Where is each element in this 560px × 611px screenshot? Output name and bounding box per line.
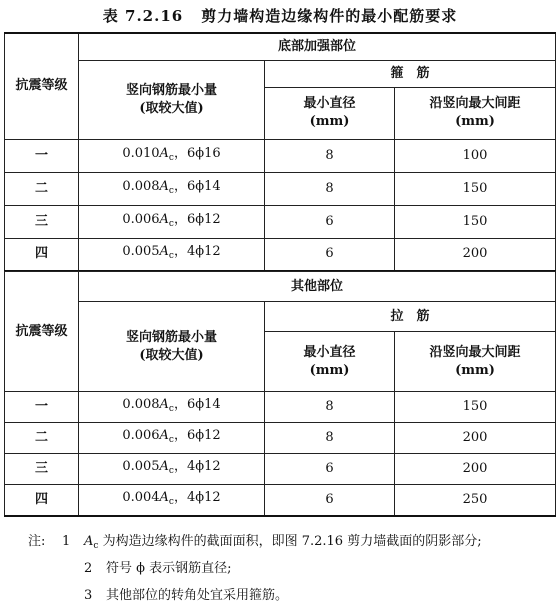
spacing-header-label: 沿竖向最大间距 bbox=[429, 344, 521, 360]
rebar-cell: $0.005A_c$，4ϕ12 bbox=[79, 238, 265, 271]
notes-label: 注: bbox=[28, 534, 46, 549]
dia-cell: 8 bbox=[265, 172, 395, 205]
table-row bbox=[5, 485, 556, 516]
tie-header: 拉 筋 bbox=[265, 302, 556, 332]
grade-cell: 三 bbox=[5, 454, 79, 485]
grade-cell: 三 bbox=[5, 205, 79, 238]
table-row bbox=[5, 172, 556, 205]
spacing-cell: 200 bbox=[395, 454, 556, 485]
bottom-table bbox=[4, 271, 556, 517]
rebar-cell: $0.005A_c$，4ϕ12 bbox=[79, 454, 265, 485]
spacing-cell: 100 bbox=[395, 139, 556, 172]
grade-cell: 一 bbox=[5, 139, 79, 172]
note-index: 3 bbox=[84, 588, 93, 603]
note-item bbox=[28, 555, 558, 582]
table-notes bbox=[28, 528, 558, 609]
dia-cell: 6 bbox=[265, 454, 395, 485]
rebar-header-line2: (取较大值) bbox=[139, 347, 204, 363]
dia-header-unit: (mm) bbox=[309, 114, 350, 129]
dia-cell: 6 bbox=[265, 205, 395, 238]
table-number: 表 7.2.16 bbox=[102, 7, 184, 25]
spacing-header-unit: (mm) bbox=[455, 362, 495, 378]
rebar-cell: $0.008A_c$，6ϕ14 bbox=[79, 172, 265, 205]
spacing-cell: 150 bbox=[395, 172, 556, 205]
rebar-cell: $0.004A_c$，4ϕ12 bbox=[79, 485, 265, 516]
grade-header: 抗震等级 bbox=[5, 272, 79, 392]
spacing-cell: 150 bbox=[395, 392, 556, 423]
spacing-cell: 250 bbox=[395, 485, 556, 516]
rebar-cell: $0.010A_c$，6ϕ16 bbox=[79, 139, 265, 172]
dia-cell: 6 bbox=[265, 485, 395, 516]
spacing-cell: 200 bbox=[395, 423, 556, 454]
rebar-header-line2: (取较大值) bbox=[139, 100, 204, 116]
dia-header bbox=[265, 332, 395, 392]
table-row bbox=[5, 205, 556, 238]
note-index: 1 bbox=[62, 534, 71, 549]
dia-header bbox=[265, 87, 395, 139]
spacing-cell: 150 bbox=[395, 205, 556, 238]
table-row bbox=[5, 423, 556, 454]
rebar-cell: $0.008A_c$，6ϕ14 bbox=[79, 392, 265, 423]
rebar-header-line1: 竖向钢筋最小量 bbox=[125, 329, 217, 345]
rebar-header-line1: 竖向钢筋最小量 bbox=[125, 82, 217, 98]
table-title bbox=[0, 4, 560, 28]
grade-header: 抗震等级 bbox=[5, 33, 79, 139]
rebar-header bbox=[79, 302, 265, 392]
rebar-cell: $0.006A_c$，6ϕ12 bbox=[79, 423, 265, 454]
table-row bbox=[5, 238, 556, 271]
dia-cell: 6 bbox=[265, 238, 395, 271]
spacing-header bbox=[395, 332, 556, 392]
grade-cell: 一 bbox=[5, 392, 79, 423]
note-item: 注: 1 $A_c$ 为构造边缘构件的截面面积，即图 7.2.16 剪力墙截面的阴影部分; bbox=[28, 528, 558, 555]
table-row bbox=[5, 392, 556, 423]
dia-cell: 8 bbox=[265, 392, 395, 423]
dia-header-label: 最小直径 bbox=[303, 344, 356, 360]
section-header: 底部加强部位 bbox=[79, 33, 556, 60]
grade-cell: 二 bbox=[5, 423, 79, 454]
dia-header-label: 最小直径 bbox=[303, 96, 356, 111]
table-row bbox=[5, 139, 556, 172]
note-index: 2 bbox=[84, 561, 93, 576]
table-row bbox=[5, 454, 556, 485]
spacing-header-unit: (mm) bbox=[455, 114, 495, 129]
spacing-cell: 200 bbox=[395, 238, 556, 271]
rebar-header bbox=[79, 60, 265, 139]
stirrup-header: 箍 筋 bbox=[265, 60, 556, 87]
grade-cell: 二 bbox=[5, 172, 79, 205]
section-header: 其他部位 bbox=[79, 272, 556, 302]
dia-cell: 8 bbox=[265, 139, 395, 172]
top-table bbox=[4, 32, 556, 272]
note-text: 其他部位的转角处宜采用箍筋。 bbox=[106, 588, 289, 603]
note-item bbox=[28, 582, 558, 609]
spacing-header bbox=[395, 87, 556, 139]
rebar-cell: $0.006A_c$，6ϕ12 bbox=[79, 205, 265, 238]
note-text: 为构造边缘构件的截面面积，即图 7.2.16 剪力墙截面的阴影部分; bbox=[102, 534, 482, 549]
spacing-header-label: 沿竖向最大间距 bbox=[429, 96, 521, 111]
note-text: 符号 ϕ 表示钢筋直径; bbox=[106, 561, 232, 576]
dia-header-unit: (mm) bbox=[309, 362, 350, 378]
table-caption: 剪力墙构造边缘构件的最小配筋要求 bbox=[201, 7, 458, 25]
dia-cell: 8 bbox=[265, 423, 395, 454]
grade-cell: 四 bbox=[5, 485, 79, 516]
grade-cell: 四 bbox=[5, 238, 79, 271]
